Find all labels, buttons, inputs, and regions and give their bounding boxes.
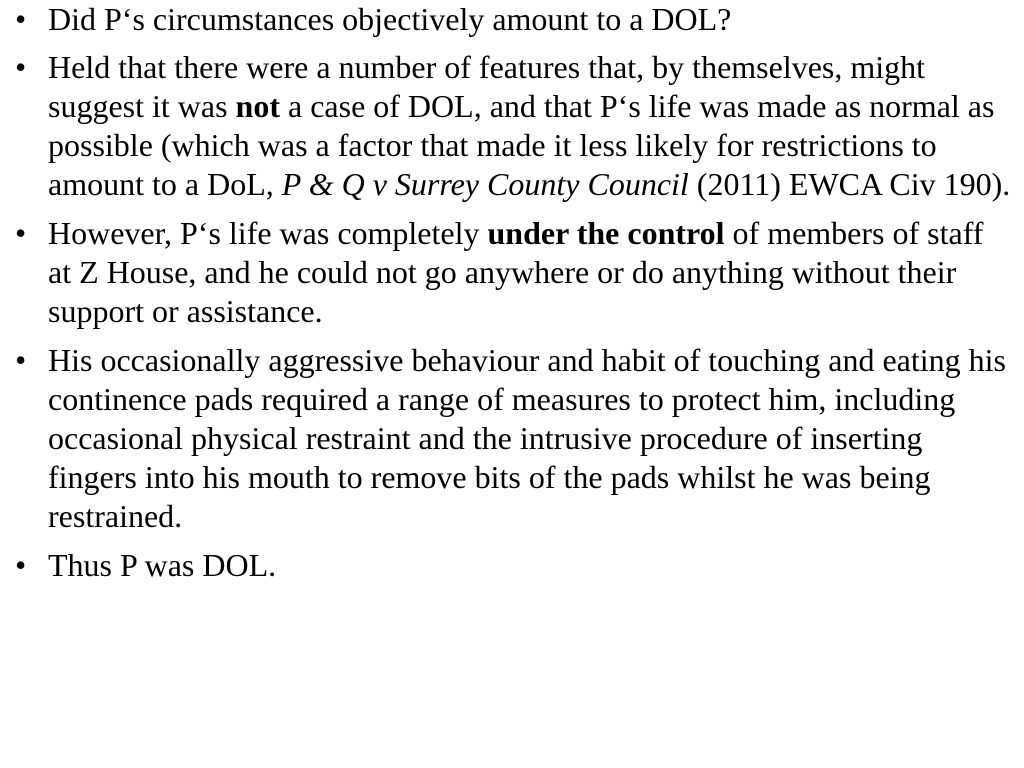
bullet-item-1 bbox=[12, 0, 1012, 39]
bullet-text bbox=[48, 1, 731, 37]
text-segment: of members of staff at Z House, and he could not go anywhere or do anything without their support or assistance. bbox=[48, 215, 984, 329]
case-citation: P & Q v Surrey County Council bbox=[281, 166, 689, 202]
bullet-list bbox=[12, 0, 1012, 595]
bullet-icon: • bbox=[15, 342, 27, 378]
bullet-icon: • bbox=[15, 215, 27, 251]
bullet-item-4 bbox=[12, 341, 1012, 536]
bullet-text bbox=[48, 342, 1006, 534]
text-segment: a case of DOL, and that P‘s life was made as normal as possible (which was a factor that made it less likely for restrictions to amount to a DoL, bbox=[48, 88, 995, 202]
text-segment: Thus P was DOL. bbox=[48, 547, 277, 583]
text-segment: Held that there were a number of features that, by themselves, might suggest it was bbox=[48, 49, 926, 124]
bullet-text bbox=[48, 215, 983, 329]
bullet-item-3 bbox=[12, 214, 1012, 331]
bullet-icon: • bbox=[15, 1, 27, 37]
bullet-item-5 bbox=[12, 546, 1012, 585]
bullet-text bbox=[48, 49, 1010, 202]
text-segment: However, P‘s life was completely bbox=[48, 215, 488, 251]
bullet-text bbox=[48, 547, 276, 583]
text-segment: (2011) EWCA Civ 190). bbox=[688, 166, 1011, 202]
bold-text-segment: under the control bbox=[487, 215, 725, 251]
bullet-item-2 bbox=[12, 48, 1012, 204]
text-segment: His occasionally aggressive behaviour and habit of touching and eating his continence pads required a range of measures to protect him, including occasional physical restraint and the intrusive procedure of inserting fingers into his mouth to remove bits of the pads whilst he was being restrained. bbox=[48, 342, 1006, 534]
bold-text-segment: not bbox=[235, 88, 280, 124]
text-segment: Did P‘s circumstances objectively amount to a DOL? bbox=[48, 1, 732, 37]
bullet-icon: • bbox=[15, 49, 27, 85]
bullet-icon: • bbox=[15, 547, 27, 583]
